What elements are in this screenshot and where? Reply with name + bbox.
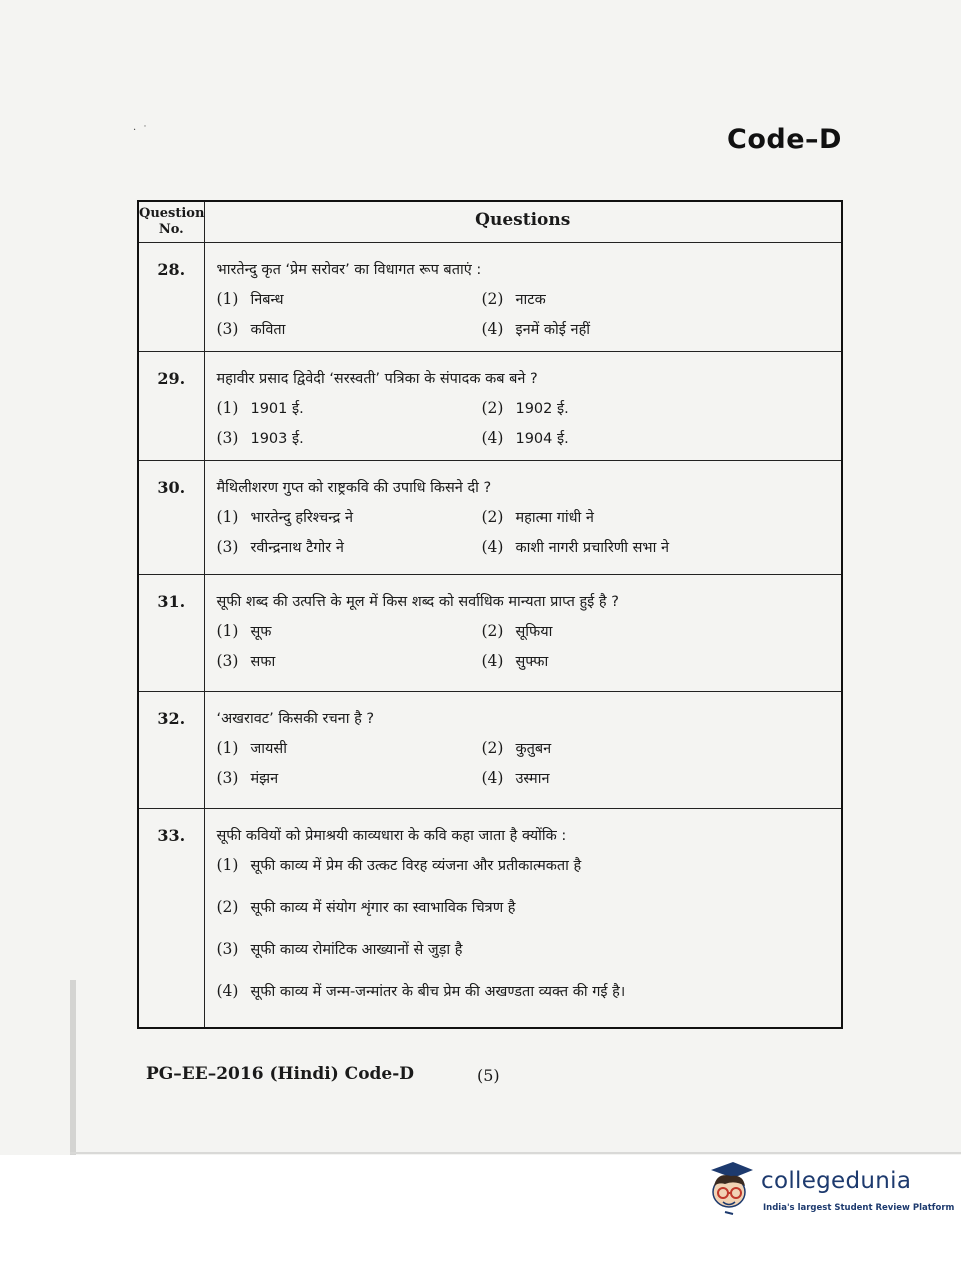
question-row (138, 243, 842, 352)
question-cell (204, 243, 842, 352)
options-grid (217, 738, 832, 788)
option: (2) नाटक (481, 290, 546, 308)
option: (2) कुतुबन (481, 739, 552, 757)
question-row (138, 809, 842, 1029)
option: (3) सफा (216, 652, 276, 670)
question-number: 32. (138, 692, 204, 809)
option: (3) मंझन (216, 769, 279, 787)
option: (2) सूफी काव्य में संयोग शृंगार का स्वाभाविक चित्रण है (216, 898, 516, 916)
question-text: मैथिलीशरण गुप्त को राष्ट्रकवि की उपाधि किसने दी ? (216, 480, 492, 496)
options-grid (217, 621, 832, 671)
question-number: 28. (138, 243, 204, 352)
option: (2) महात्मा गांधी ने (481, 508, 594, 526)
option: (4) इनमें कोई नहीं (481, 320, 591, 338)
options-grid (217, 289, 832, 339)
table-header-row (138, 201, 842, 243)
brand-name: collegedunia (761, 1168, 912, 1194)
question-text: सूफी कवियों को प्रेमाश्रयी काव्यधारा के कवि कहा जाता है क्योंकि : (216, 828, 567, 844)
option: (4) 1904 ई. (481, 429, 569, 447)
questions-table (137, 200, 843, 1029)
option: (2) 1902 ई. (481, 399, 569, 417)
question-cell (204, 352, 842, 461)
question-number: 33. (138, 809, 204, 1029)
scan-specks: · ˙ (133, 125, 148, 136)
option: (3) सूफी काव्य रोमांटिक आख्यानों से जुड़ा है (216, 940, 463, 958)
question-row (138, 461, 842, 575)
question-text: सूफी शब्द की उत्पत्ति के मूल में किस शब्द को सर्वाधिक मान्यता प्राप्त हुई है ? (216, 594, 619, 610)
option: (4) सूफी काव्य में जन्म-जन्मांतर के बीच प्रेम की अखण्डता व्यक्त की गई है। (216, 982, 626, 1000)
question-cell (204, 575, 842, 692)
question-text: महावीर प्रसाद द्विवेदी ‘सरस्वती’ पत्रिका के संपादक कब बने ? (216, 371, 538, 387)
question-cell (204, 809, 842, 1029)
option: (1) निबन्ध (216, 290, 284, 308)
option: (1) जायसी (216, 739, 287, 757)
graduate-mascot-icon (705, 1160, 755, 1220)
scan-edge-shadow (70, 980, 76, 1155)
options-list (217, 855, 832, 1001)
option: (1) भारतेन्दु हरिश्चन्द्र ने (216, 508, 353, 526)
exam-footer: PG–EE–2016 (Hindi) Code-D (146, 1064, 415, 1084)
option: (1) सूफ (216, 622, 272, 640)
option: (1) सूफी काव्य में प्रेम की उत्कट विरह व्यंजना और प्रतीकात्मकता है (216, 856, 582, 874)
question-row (138, 575, 842, 692)
question-number: 31. (138, 575, 204, 692)
question-cell (204, 692, 842, 809)
option: (4) काशी नागरी प्रचारिणी सभा ने (481, 538, 670, 556)
question-row (138, 692, 842, 809)
option: (3) रवीन्द्रनाथ टैगोर ने (216, 538, 344, 556)
option: (3) 1903 ई. (216, 429, 304, 447)
option: (4) सुफ्फा (481, 652, 549, 670)
page-number: (5) (477, 1066, 500, 1085)
collegedunia-logo (705, 1160, 955, 1220)
brand-tagline: India's largest Student Review Platform (763, 1203, 955, 1213)
question-number: 30. (138, 461, 204, 575)
question-cell (204, 461, 842, 575)
question-number: 29. (138, 352, 204, 461)
scan-bottom-edge (70, 1152, 961, 1154)
paper-code: Code–D (727, 124, 842, 155)
options-grid (217, 398, 832, 448)
question-row (138, 352, 842, 461)
options-grid (217, 507, 832, 557)
question-text: भारतेन्दु कृत ‘प्रेम सरोवर’ का विधागत रूप बताएं : (216, 262, 482, 278)
option: (1) 1901 ई. (216, 399, 304, 417)
option: (3) कविता (216, 320, 286, 338)
option: (2) सूफिया (481, 622, 553, 640)
question-text: ‘अखरावट’ किसकी रचना है ? (216, 711, 375, 727)
questions-header: Questions (204, 201, 842, 243)
question-no-header: Question No. (138, 201, 204, 243)
option: (4) उस्मान (481, 769, 550, 787)
